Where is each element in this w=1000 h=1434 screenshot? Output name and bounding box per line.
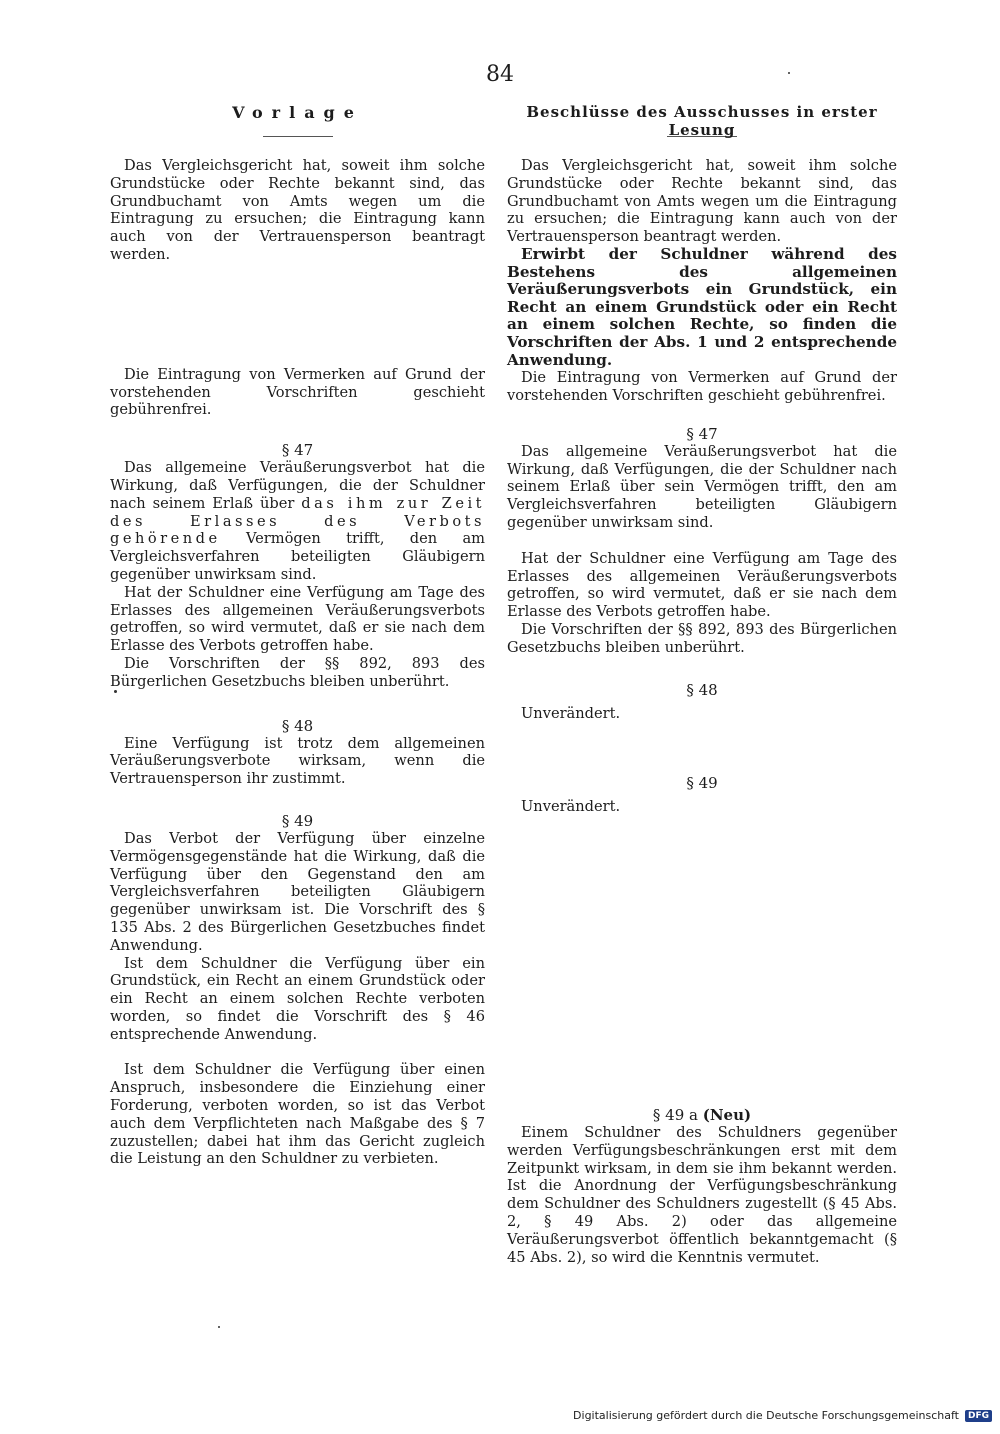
speck — [114, 690, 117, 693]
right-paragraph-1: Das Vergleichsgericht hat, soweit ihm solche Grundstücke oder Rechte bekannt sind, das Grundbuchamt von Amts wegen um die Eintragung zu ersuchen; die Eintragung kann auch von der Vertrauensperson beantragt werden. — [507, 157, 897, 246]
left-section-47-paragraph-1 — [110, 459, 485, 584]
s49a-number: § 49 a — [652, 1106, 698, 1125]
speck — [218, 1326, 220, 1328]
right-section-47-heading: § 47 — [686, 424, 718, 443]
s47-text-spaced: das ihm zur Zeit des Erlasses des Verbots gehörende — [110, 494, 485, 548]
left-section-48-paragraph-1: Eine Verfügung ist trotz dem allgemeinen Veräußerungsverbote wirksam, wenn die Vertrauensperson ihr zustimmt. — [110, 734, 485, 788]
right-section-49-heading: § 49 — [686, 774, 718, 793]
right-section-49-paragraph-1: Unverändert. — [521, 798, 621, 816]
right-paragraph-2: Die Eintragung von Vermerken auf Grund der vorstehenden Vorschriften geschieht gebührenfrei. — [507, 369, 897, 404]
right-section-47-paragraph-3: Die Vorschriften der §§ 892, 893 des Bürgerlichen Gesetzbuchs bleiben unberührt. — [507, 620, 897, 656]
right-section-47-paragraph-1: Das allgemeine Veräußerungsverbot hat die Wirkung, daß Verfügungen, die der Schuldner nach seinem Erlaß über sein Vermögen trifft, den am Vergleichsverfahren beteiligten Gläubigern gegenüber unwirksam sind. — [507, 442, 897, 531]
left-section-49-paragraph-1: Das Verbot der Verfügung über einzelne Vermögensgegenstände hat die Wirkung, daß die Verfügung über den Gegenstand den am Vergleichsverfahren beteiligten Gläubigern gegenüber unwirksam ist. Die Vorschrift des § 135 Abs. 2 des Bürgerlichen Gesetzbuches findet Anwendung. — [110, 829, 485, 954]
right-section-48-heading: § 48 — [686, 680, 718, 699]
s47-text-a: Das allgemeine Veräußerungsverbot hat die Wirkung, daß Verfügungen, die der Schuldner nach seinem Erlaß über — [110, 459, 485, 512]
left-column-heading: Vorlage — [232, 103, 363, 122]
footer-text: Digitalisierung gefördert durch die Deutsche Forschungsgemeinschaft — [573, 1409, 959, 1422]
left-paragraph-1: Das Vergleichsgericht hat, soweit ihm solche Grundstücke oder Rechte bekannt sind, das Grundbuchamt von Amts wegen um die Eintragung zu ersuchen; die Eintragung kann auch von der Vertrauensperson beantragt werden. — [110, 157, 485, 263]
footer-credit — [573, 1409, 992, 1422]
dfg-logo: DFG — [965, 1410, 992, 1422]
left-section-47-paragraph-2: Hat der Schuldner eine Verfügung am Tage des Erlasses des allgemeinen Veräußerungsverbots getroffen, so wird vermutet, daß er sie nach dem Erlasse des Verbots getroffen habe. — [110, 583, 485, 655]
right-column-heading: Beschlüsse des Ausschusses in erster Lesung — [526, 103, 878, 139]
page-number: 84 — [486, 62, 514, 87]
left-paragraph-2: Die Eintragung von Vermerken auf Grund der vorstehenden Vorschriften geschieht gebührenfrei. — [110, 365, 485, 419]
right-section-47-paragraph-2: Hat der Schuldner eine Verfügung am Tage des Erlasses des allgemeinen Veräußerungsverbots getroffen, so wird vermutet, daß er sie nach dem Erlasse des Verbots getroffen habe. — [507, 549, 897, 621]
left-column — [110, 103, 485, 1168]
right-section-49a-paragraph-1: Einem Schuldner des Schuldners gegenüber werden Verfügungsbeschränkungen erst mit dem Zeitpunkt wirksam, in dem sie ihm bekannt werden. Ist die Anordnung der Verfügungsbeschränkung dem Schuldner des Schuldners zugestellt (§ 45 Abs. 2, § 49 Abs. 2) oder das allgemeine Veräußerungsverbot öffentlich bekanntgemacht (§ 45 Abs. 2), so wird die Kenntnis vermutet. — [507, 1124, 897, 1266]
left-section-48-heading: § 48 — [281, 716, 314, 735]
left-section-49-heading: § 49 — [281, 811, 314, 830]
s47-text-b: Vermögen trifft, den am Vergleichsverfahren beteiligten Gläubigern gegenüber unwirksam sind. — [110, 530, 485, 583]
left-section-49-paragraph-2: Ist dem Schuldner die Verfügung über ein Grundstück, ein Recht an einem Grundstück oder ein Recht an einem solchen Rechte verboten worden, so findet die Vorschrift des § 46 entsprechende Anwendung. — [110, 954, 485, 1043]
right-section-49a-heading — [507, 1106, 897, 1124]
right-column — [507, 103, 897, 1266]
left-section-47-heading: § 47 — [281, 441, 314, 460]
left-section-47-paragraph-3: Die Vorschriften der §§ 892, 893 des Bürgerlichen Gesetzbuchs bleiben unberührt. — [110, 654, 485, 690]
speck — [788, 72, 790, 74]
heading-rule — [263, 136, 333, 137]
right-section-48-paragraph-1: Unverändert. — [521, 704, 621, 722]
right-paragraph-bold-new: Erwirbt der Schuldner während des Bestehens des allgemeinen Veräußerungsverbots ein Grundstück, ein Recht an einem Grundstück oder ein Recht an einem solchen Rechte, so finden die Vorschriften der Abs. 1 und 2 entsprechende Anwendung. — [507, 244, 897, 369]
s49a-new-tag: (Neu) — [702, 1106, 752, 1125]
left-section-49-paragraph-3: Ist dem Schuldner die Verfügung über einen Anspruch, insbesondere die Einziehung einer Forderung, verboten worden, so ist das Verbot auch dem Verpflichteten nach Maßgabe des § 7 zuzustellen; dabei hat ihm das Gericht zugleich die Leistung an den Schuldner zu verbieten. — [110, 1061, 485, 1168]
